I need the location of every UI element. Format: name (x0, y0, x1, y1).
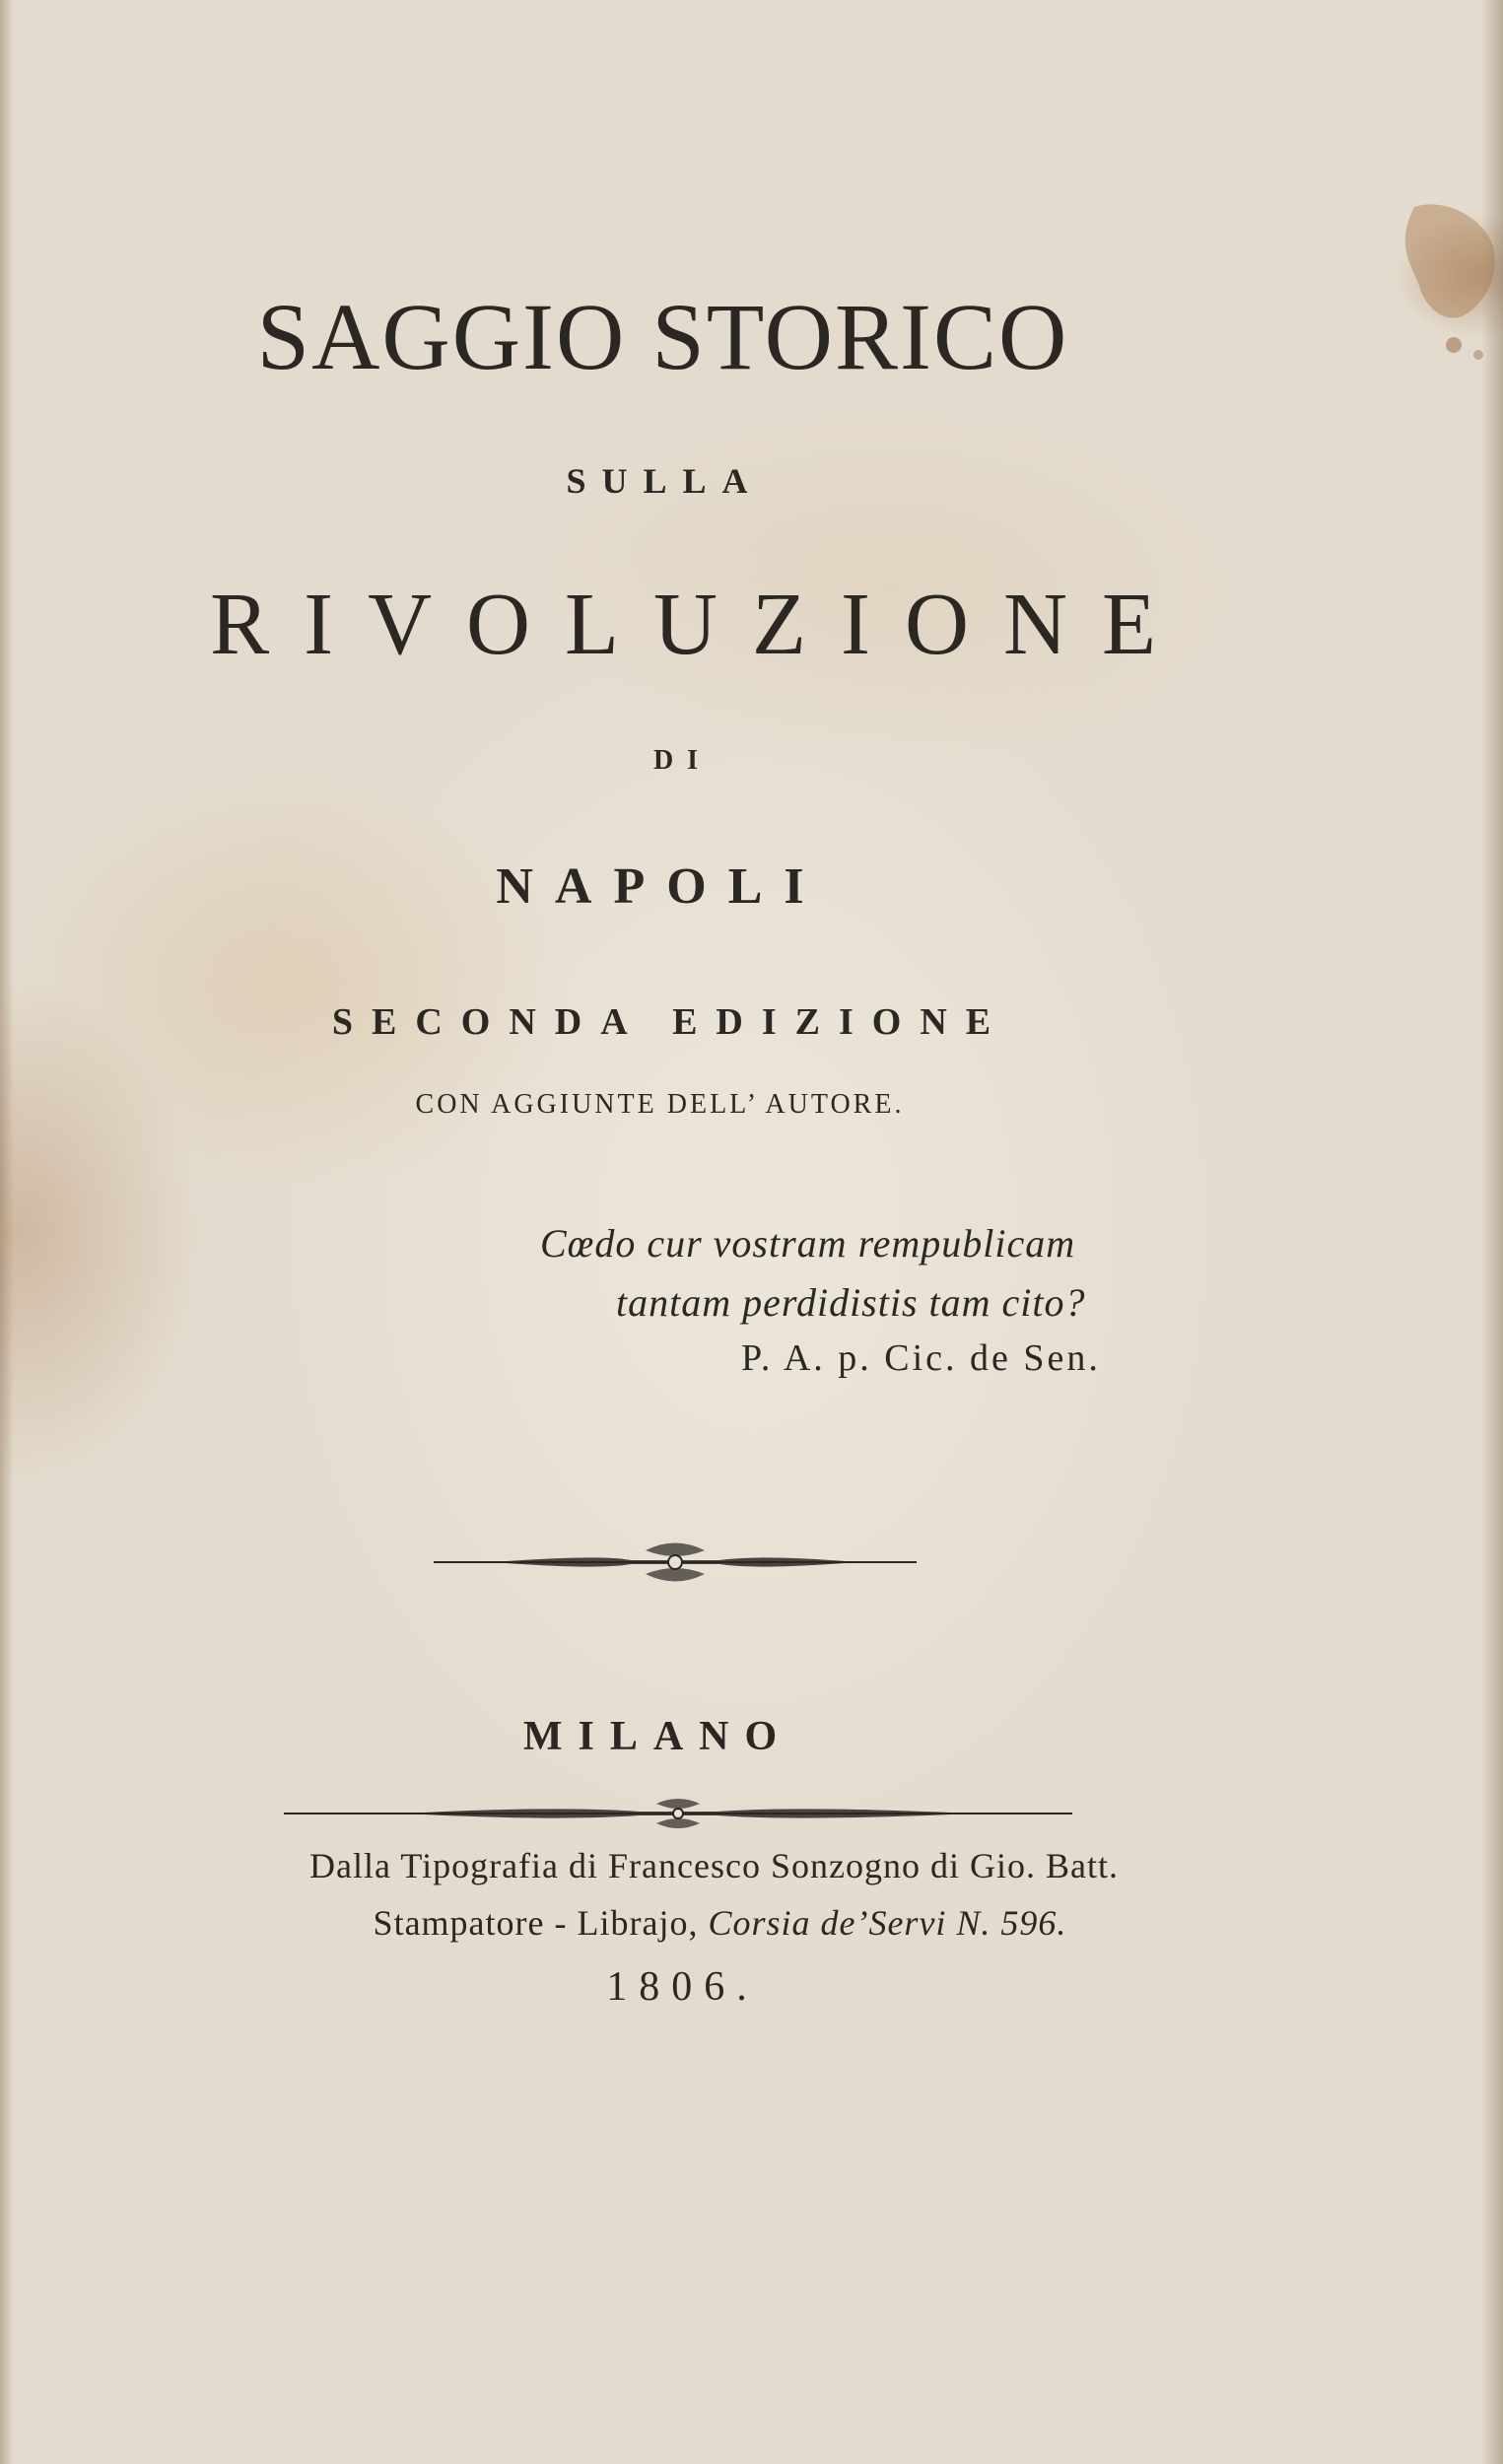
imprint-address-italic: Corsia de’Servi N. 596. (708, 1903, 1067, 1943)
imprint-year: 1806. (606, 1964, 759, 2010)
epigraph-line-1: Cœdo cur vostram rempublicam (540, 1221, 1076, 1266)
imprint-address-roman: Stampatore - Librajo, (373, 1903, 709, 1943)
title-connector-sulla: SULLA (566, 461, 764, 501)
epigraph-attribution: P. A. p. Cic. de Sen. (741, 1337, 1101, 1379)
imprint-address (0, 1902, 1471, 1944)
edition-statement: SECONDA EDIZIONE (331, 1001, 1010, 1043)
epigraph-line-2: tantam perdidistis tam cito? (616, 1280, 1086, 1325)
additions-statement: CON AGGIUNTE DELL’ AUTORE. (415, 1089, 905, 1120)
title-place: NAPOLI (496, 858, 826, 915)
book-title: SAGGIO STORICO (256, 284, 1069, 389)
ornamental-rule-top (434, 1531, 917, 1590)
title-connector-di: DI (652, 745, 713, 776)
ornamental-rule-bottom (284, 1794, 1072, 1833)
imprint-printer: Dalla Tipografia di Francesco Sonzogno di Gio. Batt. (309, 1846, 1119, 1885)
page-edge-right (1481, 0, 1503, 2464)
title-subject: RIVOLUZIONE (210, 576, 1191, 673)
imprint-city: MILANO (522, 1714, 793, 1759)
